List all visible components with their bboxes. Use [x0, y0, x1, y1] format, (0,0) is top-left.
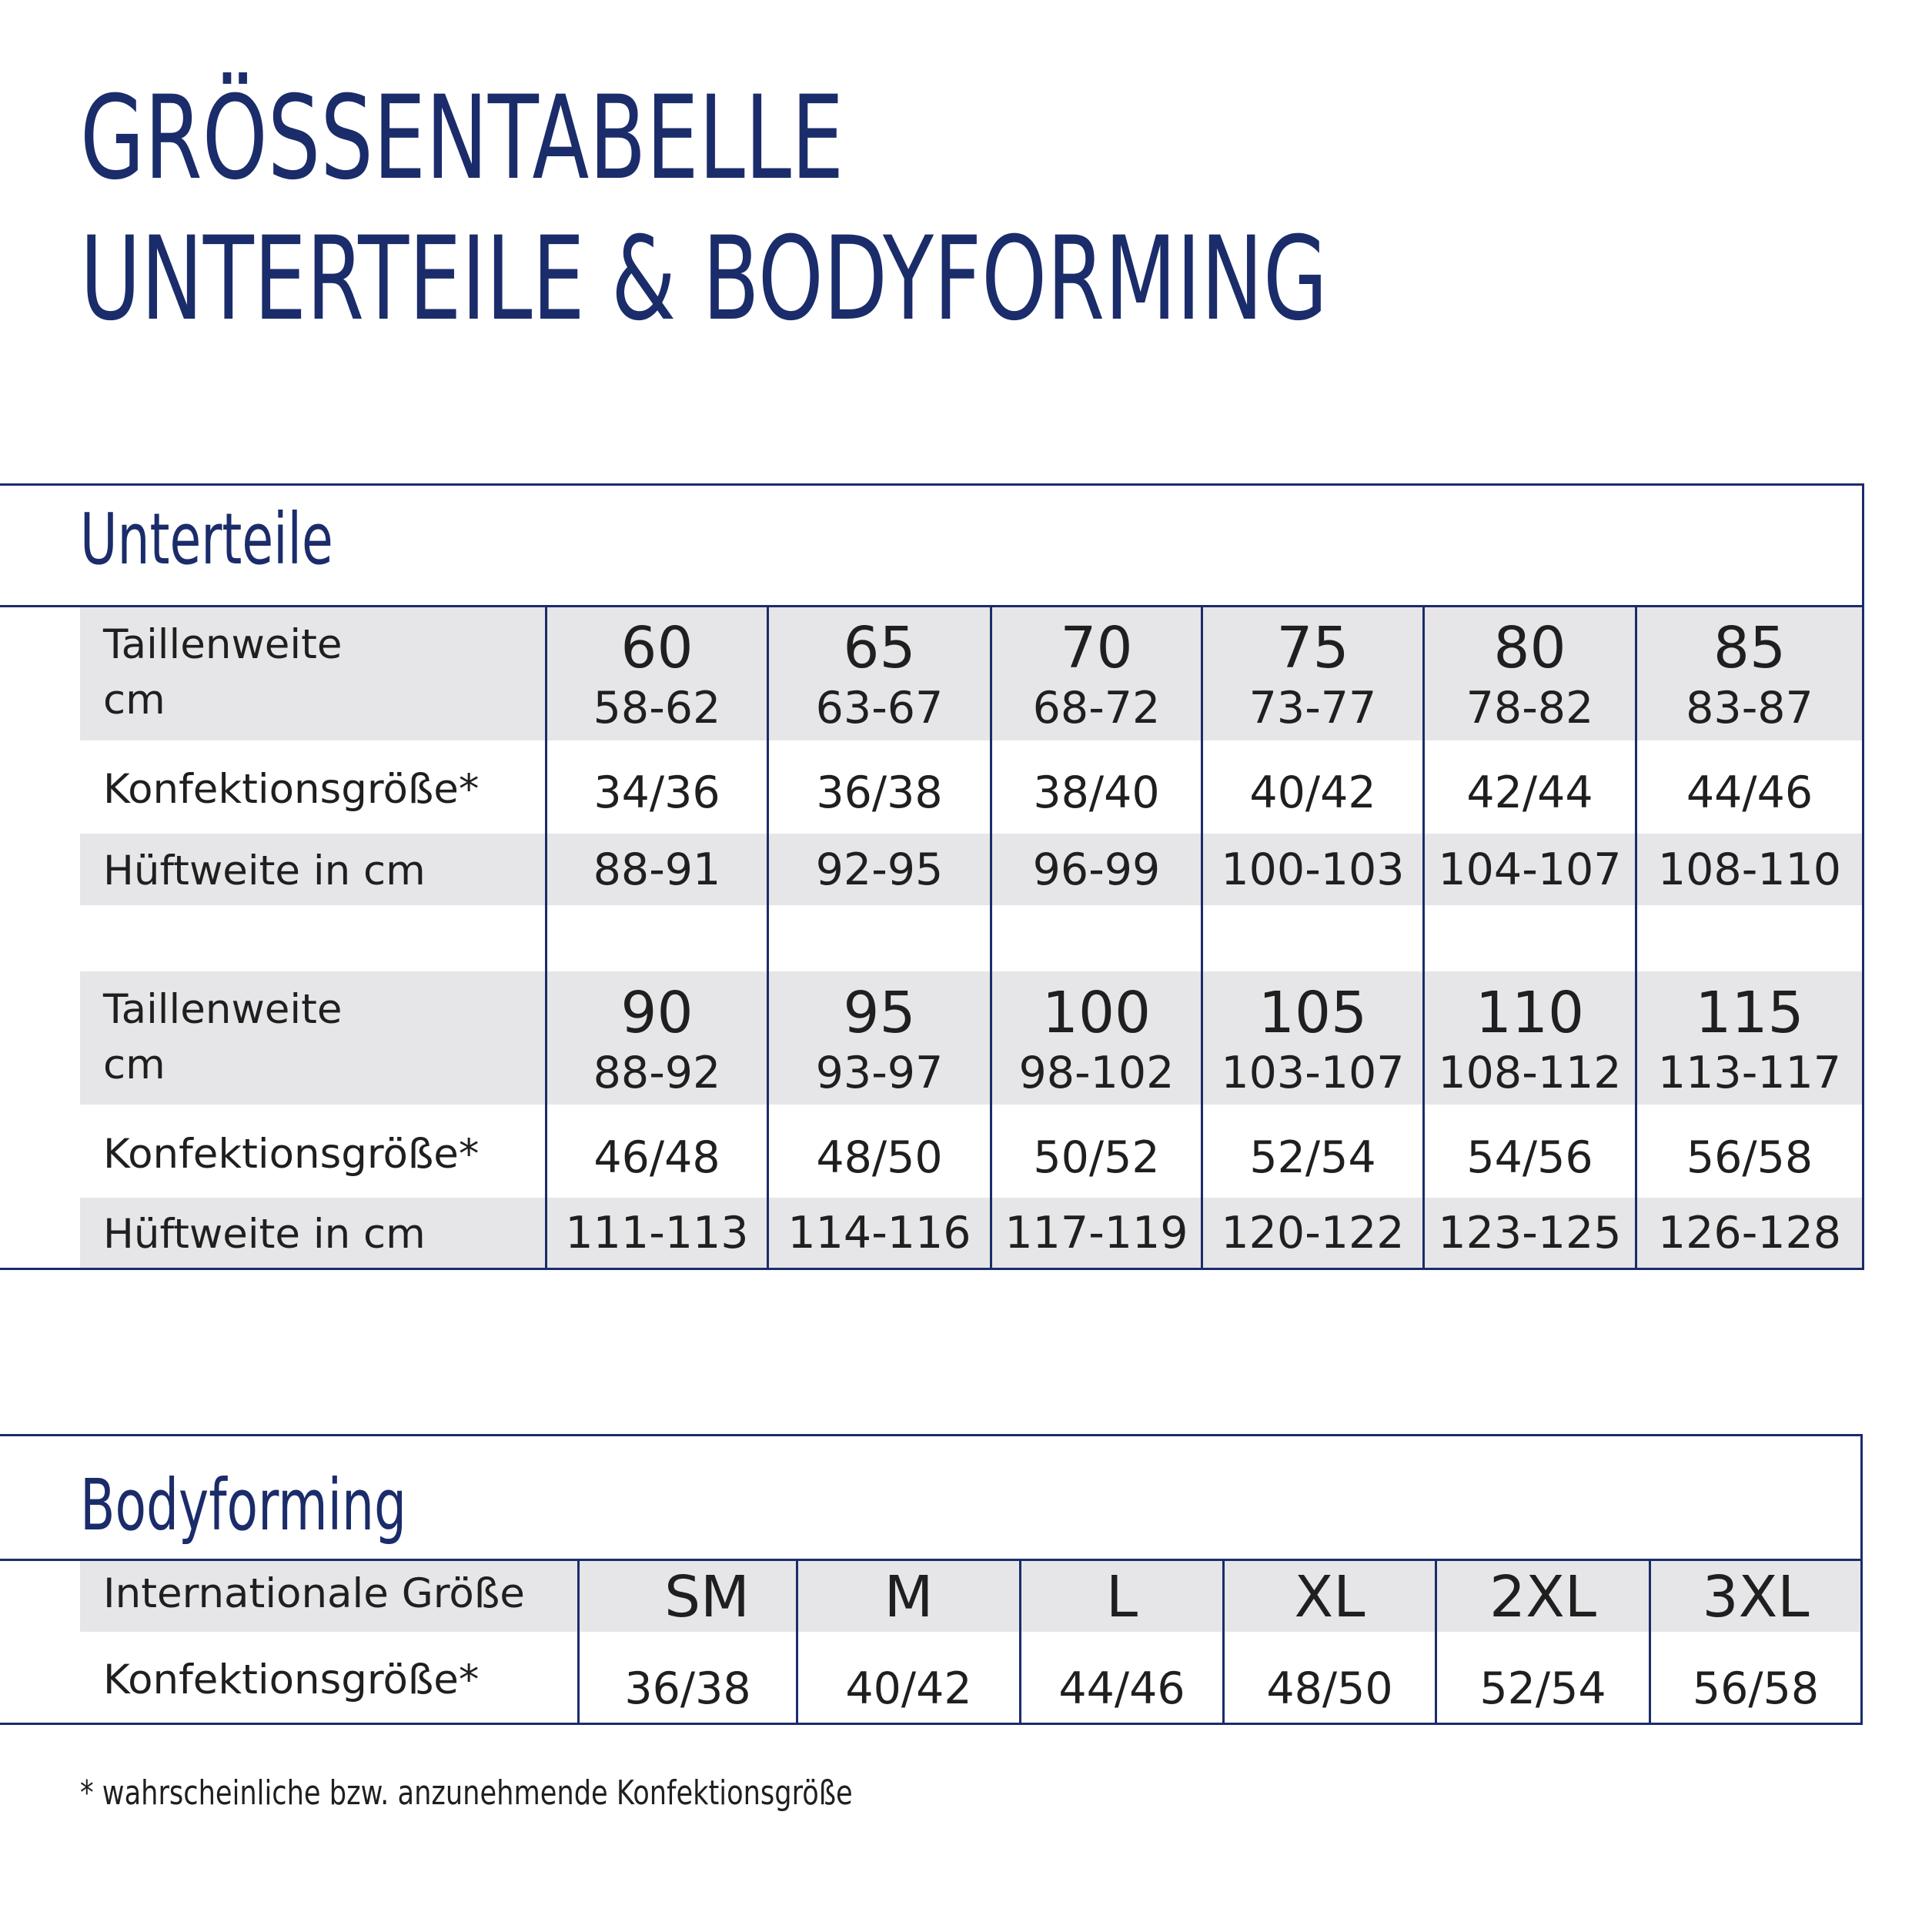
- waist-range-cell: 78-82: [1466, 683, 1594, 734]
- waist-range-cell: 103-107: [1221, 1048, 1405, 1098]
- waist-range-cell: 108-112: [1438, 1048, 1622, 1098]
- waist-range-cell: 68-72: [1032, 683, 1161, 734]
- waist-range-cell: 58-62: [593, 683, 721, 734]
- intl-size-cell: M: [884, 1564, 934, 1630]
- label-intl-size: Internationale Größe: [103, 1570, 525, 1617]
- bf-konfektion-cell: 44/46: [1058, 1663, 1185, 1714]
- konfektion-cell: 42/44: [1466, 767, 1593, 818]
- waist-size-cell: 100: [1041, 980, 1152, 1046]
- waist-size-cell: 60: [620, 615, 694, 681]
- bodyforming-heading: Bodyforming: [80, 1464, 407, 1546]
- konfektion-cell: 48/50: [816, 1132, 943, 1183]
- bf-konfektion-cell: 40/42: [845, 1663, 972, 1714]
- huefte-cell: 108-110: [1657, 844, 1842, 895]
- label-taillenweite-2: Taillenweite: [103, 986, 343, 1033]
- intl-size-cell: L: [1105, 1564, 1138, 1630]
- waist-size-cell: 105: [1258, 980, 1368, 1046]
- bf-konfektion-cell: 36/38: [624, 1663, 751, 1714]
- intl-size-cell: SM: [664, 1564, 750, 1630]
- label-cm-2: cm: [103, 1041, 165, 1088]
- waist-size-cell: 70: [1060, 615, 1133, 681]
- huefte-cell: 114-116: [787, 1208, 971, 1258]
- bodyforming-right-border: [1860, 1434, 1863, 1725]
- konfektion-cell: 38/40: [1033, 767, 1160, 818]
- konfektion-cell: 56/58: [1686, 1132, 1813, 1183]
- waist-size-cell: 90: [620, 980, 694, 1046]
- intl-size-cell: 2XL: [1489, 1564, 1596, 1630]
- huefte-cell: 96-99: [1032, 844, 1161, 895]
- bf-konfektion-cell: 48/50: [1266, 1663, 1393, 1714]
- huefte-cell: 111-113: [565, 1208, 749, 1258]
- label-cm-1: cm: [103, 677, 165, 724]
- konfektion-cell: 46/48: [593, 1132, 720, 1183]
- waist-size-cell: 110: [1475, 980, 1585, 1046]
- bf-konfektion-cell: 52/54: [1479, 1663, 1606, 1714]
- waist-range-cell: 63-67: [815, 683, 944, 734]
- huefte-cell: 126-128: [1657, 1208, 1842, 1258]
- huefte-cell: 88-91: [593, 844, 721, 895]
- footnote: * wahrscheinliche bzw. anzunehmende Konfektionsgröße: [80, 1773, 853, 1813]
- waist-size-cell: 65: [843, 615, 916, 681]
- huefte-cell: 117-119: [1004, 1208, 1188, 1258]
- unterteile-bottom-border: [0, 1268, 1864, 1270]
- waist-range-cell: 83-87: [1686, 683, 1813, 734]
- waist-range-cell: 113-117: [1657, 1048, 1842, 1098]
- bodyforming-top-border: [0, 1434, 1863, 1436]
- waist-range-cell: 98-102: [1018, 1048, 1175, 1098]
- unterteile-right-border: [1862, 483, 1864, 1270]
- bodyforming-bottom-border: [0, 1723, 1863, 1725]
- label-huefte-1: Hüftweite in cm: [103, 847, 426, 894]
- konfektion-cell: 52/54: [1249, 1132, 1376, 1183]
- huefte-cell: 123-125: [1438, 1208, 1622, 1258]
- label-huefte-2: Hüftweite in cm: [103, 1211, 426, 1258]
- konfektion-cell: 40/42: [1249, 767, 1376, 818]
- waist-size-cell: 85: [1713, 615, 1787, 681]
- huefte-cell: 120-122: [1221, 1208, 1405, 1258]
- huefte-cell: 104-107: [1438, 844, 1622, 895]
- label-konfektion-1: Konfektionsgröße*: [103, 766, 480, 813]
- konfektion-cell: 34/36: [593, 767, 720, 818]
- label-konfektion-2: Konfektionsgröße*: [103, 1131, 480, 1178]
- konfektion-cell: 36/38: [816, 767, 943, 818]
- waist-range-cell: 88-92: [593, 1048, 721, 1098]
- waist-size-cell: 115: [1695, 980, 1804, 1046]
- huefte-cell: 92-95: [815, 844, 944, 895]
- waist-size-cell: 75: [1276, 615, 1349, 681]
- label-bf-konfektion: Konfektionsgröße*: [103, 1656, 480, 1703]
- bf-konfektion-cell: 56/58: [1692, 1663, 1820, 1714]
- label-taillenweite-1: Taillenweite: [103, 621, 343, 668]
- intl-size-cell: 3XL: [1702, 1564, 1810, 1630]
- waist-range-cell: 73-77: [1248, 683, 1377, 734]
- konfektion-cell: 44/46: [1686, 767, 1813, 818]
- waist-size-cell: 80: [1493, 615, 1566, 681]
- huefte-cell: 100-103: [1221, 844, 1405, 895]
- page-title-line1: GRÖSSENTABELLE: [80, 72, 844, 206]
- unterteile-top-border: [0, 483, 1864, 486]
- waist-range-cell: 93-97: [815, 1048, 944, 1098]
- intl-size-cell: XL: [1294, 1564, 1365, 1630]
- unterteile-heading: Unterteile: [80, 498, 333, 580]
- page-title-line2: UNTERTEILE & BODYFORMING: [80, 212, 1328, 346]
- konfektion-cell: 54/56: [1466, 1132, 1593, 1183]
- konfektion-cell: 50/52: [1033, 1132, 1160, 1183]
- waist-size-cell: 95: [843, 980, 916, 1046]
